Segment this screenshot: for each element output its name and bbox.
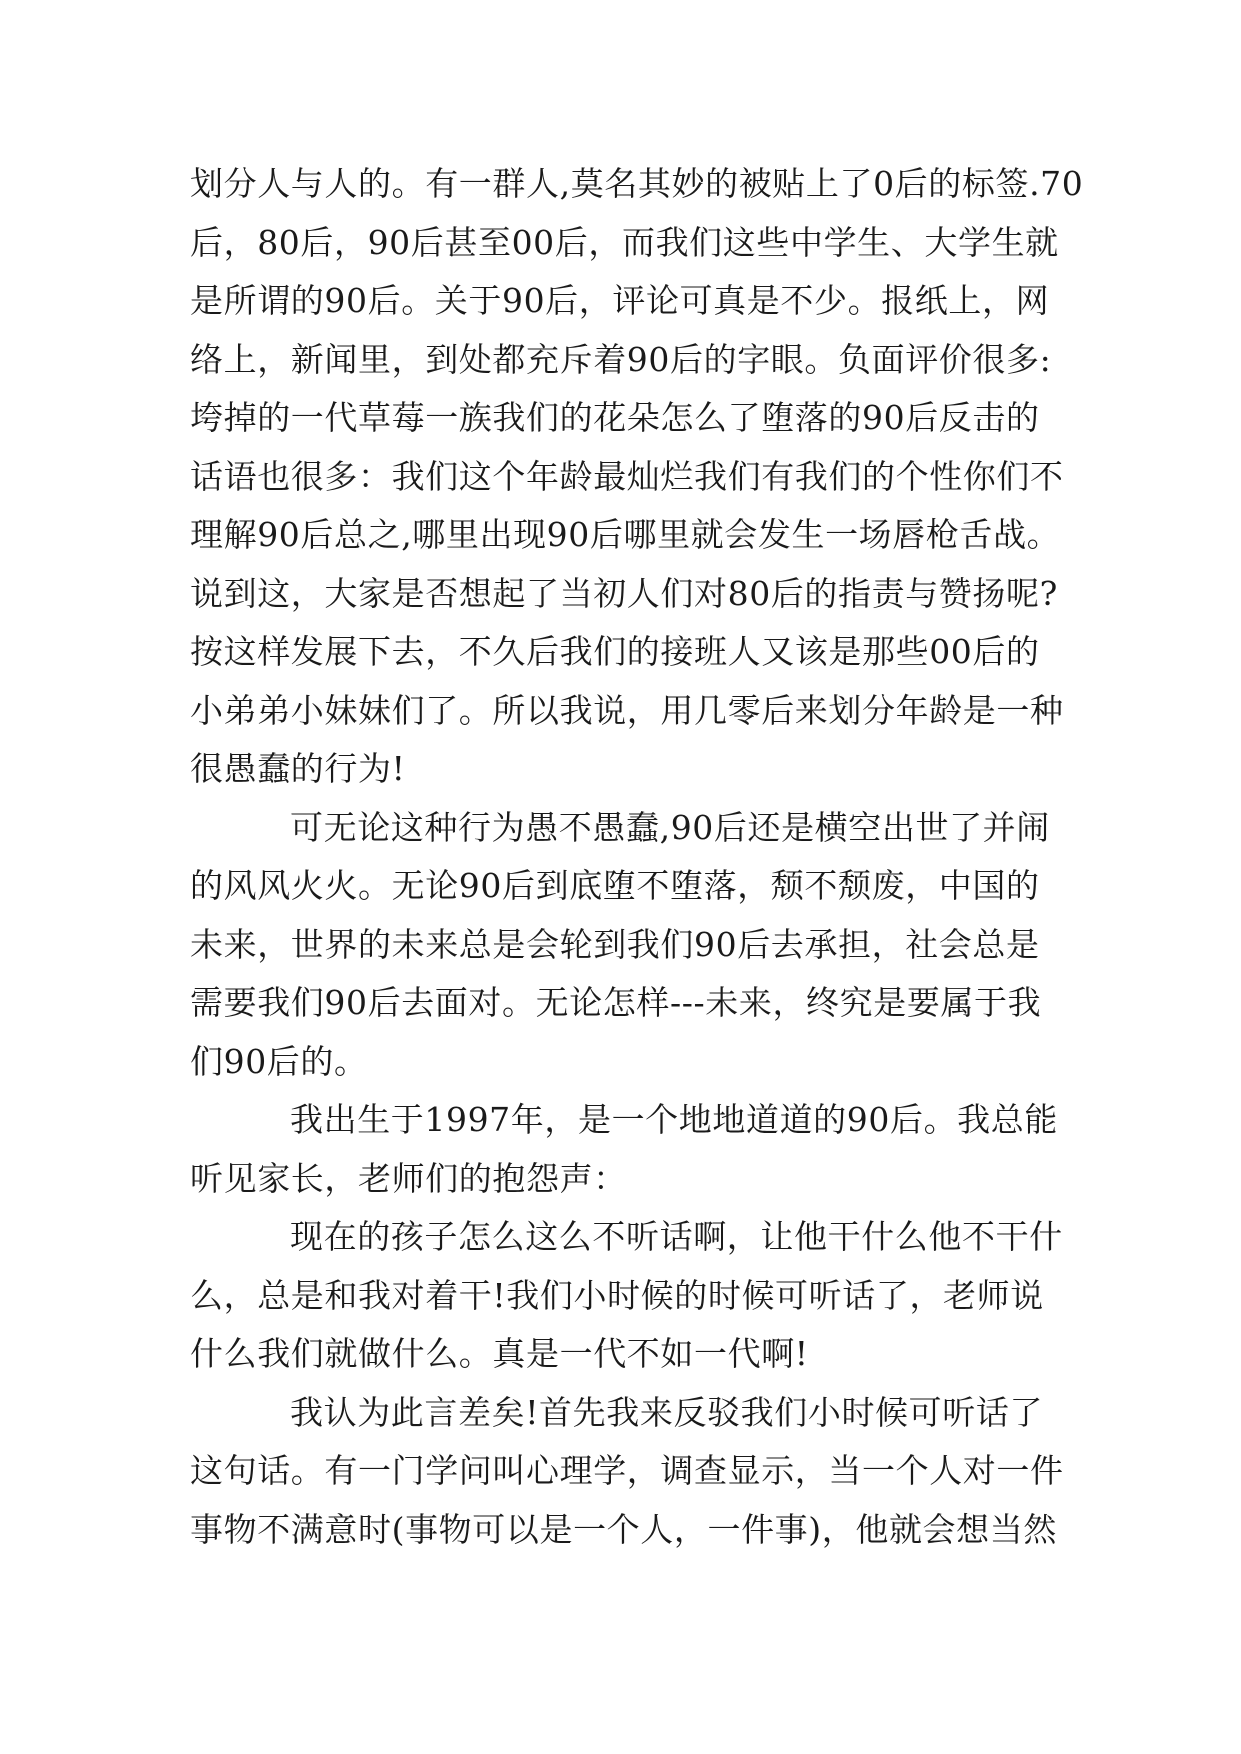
document-body bbox=[190, 155, 1084, 1559]
text-line: 很愚蠢的行为! bbox=[190, 749, 406, 788]
text-line: 听见家长，老师们的抱怨声： bbox=[190, 1158, 627, 1198]
text-line: 是所谓的90后。关于90后，评论可真是不少。报纸上，网 bbox=[190, 281, 1050, 320]
text-line: 们90后的。 bbox=[190, 1041, 368, 1081]
text-line: 么，总是和我对着干!我们小时候的时候可听话了，老师说 bbox=[190, 1275, 1044, 1315]
text-line: 垮掉的一代草莓一族我们的花朵怎么了堕落的90后反击的 bbox=[190, 398, 1040, 437]
text-line: 按这样发展下去，不久后我们的接班人又该是那些00后的 bbox=[190, 632, 1040, 671]
text-line: 话语也很多：我们这个年龄最灿烂我们有我们的个性你们不 bbox=[190, 456, 1064, 496]
text-line: 的风风火火。无论90后到底堕不堕落，颓不颓废，中国的 bbox=[190, 866, 1040, 905]
text-line: 后，80后，90后甚至00后，而我们这些中学生、大学生就 bbox=[190, 222, 1059, 262]
text-line: 需要我们90后去面对。无论怎样---未来，终究是要属于我 bbox=[190, 983, 1042, 1022]
text-line: 小弟弟小妹妹们了。所以我说，用几零后来划分年龄是一种 bbox=[190, 690, 1064, 730]
text-line: 我认为此言差矣!首先我来反驳我们小时候可听话了 bbox=[290, 1392, 1044, 1432]
text-line: 事物不满意时(事物可以是一个人，一件事)，他就会想当然 bbox=[190, 1509, 1057, 1549]
text-line: 我出生于1997年，是一个地地道道的90后。我总能 bbox=[290, 1100, 1058, 1139]
text-line: 未来，世界的未来总是会轮到我们90后去承担，社会总是 bbox=[190, 924, 1040, 964]
text-line: 现在的孩子怎么这么不听话啊，让他干什么他不干什 bbox=[290, 1217, 1063, 1256]
text-line: 划分人与人的。有一群人,莫名其妙的被贴上了0后的标签.70 bbox=[190, 164, 1084, 203]
text-line: 什么我们就做什么。真是一代不如一代啊! bbox=[190, 1334, 809, 1373]
text-line: 这句话。有一门学问叫心理学，调查显示，当一个人对一件 bbox=[190, 1451, 1064, 1490]
text-line: 可无论这种行为愚不愚蠢,90后还是横空出世了并闹 bbox=[290, 807, 1050, 847]
text-line: 说到这，大家是否想起了当初人们对80后的指责与赞扬呢? bbox=[190, 573, 1058, 613]
text-line: 理解90后总之,哪里出现90后哪里就会发生一场唇枪舌战。 bbox=[190, 515, 1061, 554]
text-line: 络上，新闻里，到处都充斥着90后的字眼。负面评价很多: bbox=[190, 339, 1052, 379]
